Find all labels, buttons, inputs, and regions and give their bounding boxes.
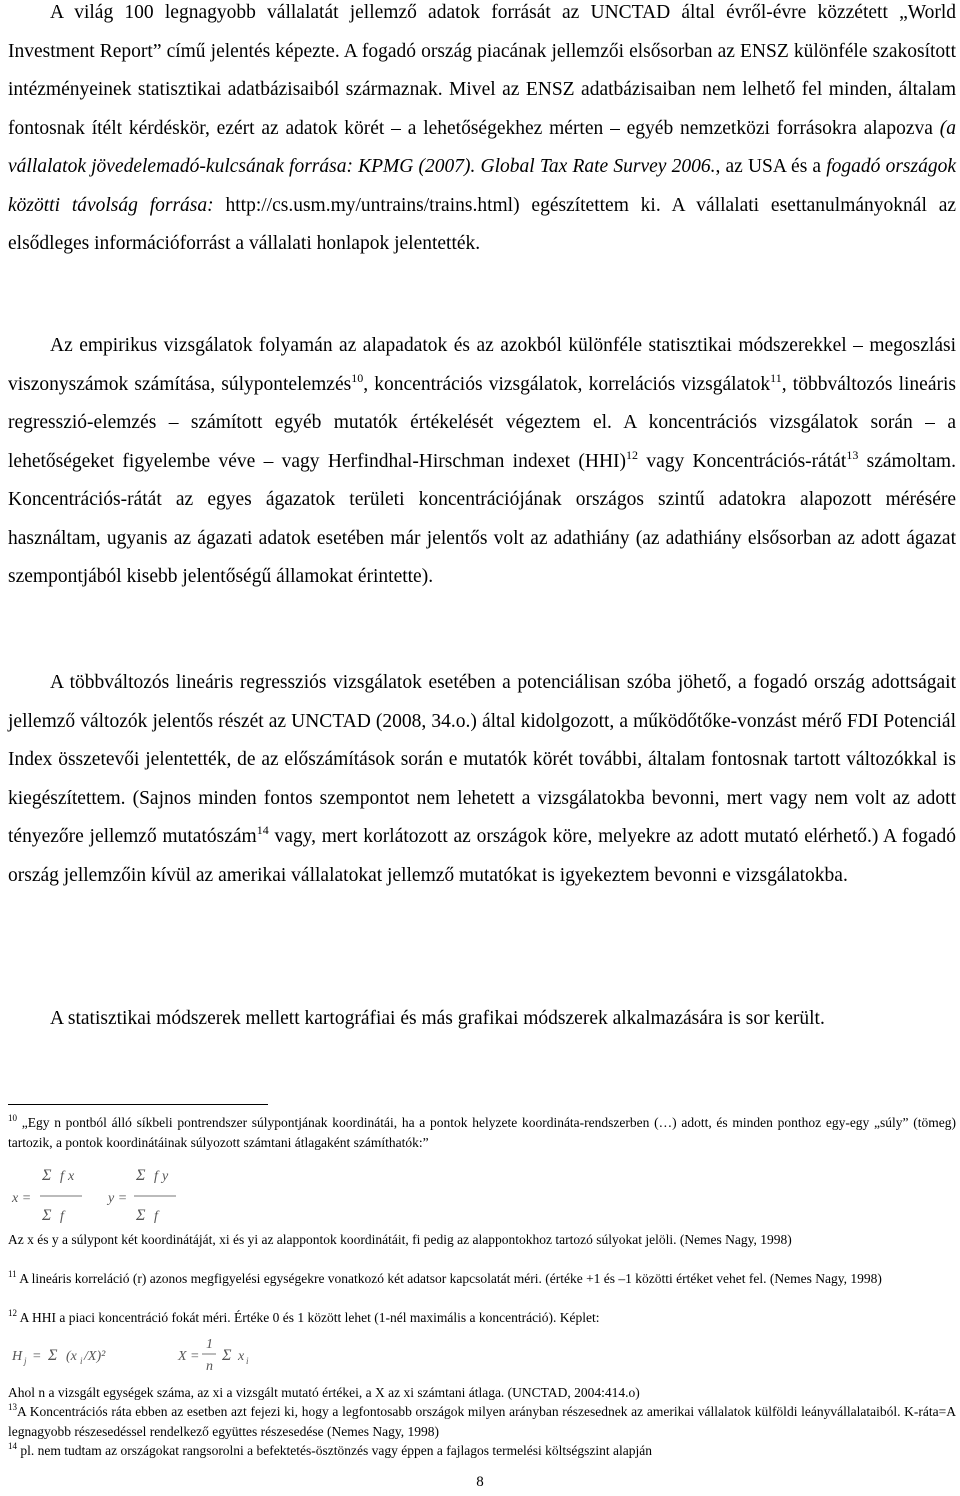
- svg-text:j: j: [24, 1356, 27, 1366]
- footnote-10-text: „Egy n pontból álló síkbeli pontrendszer súlypontjának koordinátái, ha a pontok helyzete koordináta-rendszerben (…) adott, és minden ponthoz egy-egy „súly” (tömeg) tartozik, a pontok koordinátáinak súlyozott számtani átlagaként számíthatók:”: [8, 1115, 956, 1150]
- svg-text:f: f: [154, 1209, 158, 1224]
- footnote-13-text: A Koncentrációs ráta ebben az esetben azt fejezi ki, hogy a legfontosabb országok milyen arányban részesednek az amerikai vállalatok külföldi leányvállalataiból. K-ráta=A legnagyobb részesedéssel rendelkező együttes részesedése (Nemes Nagy, 1998): [8, 1404, 956, 1439]
- footnote-11-number: 11: [8, 1269, 17, 1279]
- svg-text:x: x: [68, 1169, 75, 1184]
- footnote-13-number: 13: [8, 1402, 17, 1412]
- svg-text:(x: (x: [66, 1349, 77, 1364]
- paragraph-1-end: http://cs.usm.my/untrains/trains.html) egészítettem ki. A vállalati esettanulmányoknál az elsődleges információforrást a vállalati honlapok jelentették.: [8, 194, 957, 254]
- svg-text:/X)²: /X)²: [84, 1349, 106, 1364]
- svg-text:Σ: Σ: [48, 1347, 58, 1364]
- footnote-12-number: 12: [8, 1308, 17, 1318]
- hhi-formula-image: [8, 1326, 268, 1389]
- centroid-formula-image: [8, 1160, 208, 1237]
- svg-text:Σ: Σ: [136, 1167, 146, 1184]
- footnote-14-number: 14: [8, 1441, 17, 1451]
- svg-text:n: n: [206, 1359, 213, 1374]
- paragraph-2-c: , többváltozós lineáris regresszió-elemzés – számított egyéb mutatók értékelését végeztem el. A koncentrációs vizsgálatok során – a lehetőségeket figyelembe véve – vagy Herfindhal-Hirschman indexet (HHI): [8, 373, 956, 472]
- svg-text:1: 1: [206, 1337, 213, 1352]
- svg-text:H: H: [12, 1349, 23, 1364]
- footnote-ref-10[interactable]: 10: [351, 370, 364, 385]
- paragraph-1: [8, 0, 956, 264]
- paragraph-4: A statisztikai módszerek mellett kartográfiai és más grafikai módszerek alkalmazására is sor került.: [50, 1008, 825, 1029]
- paragraph-3-b: vagy, mert korlátozott az országok köre, melyekre az adott mutató elérhető.) A fogadó ország jellemzőin kívül az amerikai vállalatokat jellemző mutatókat is igyekeztem bevonni e vizsgálatokba.: [8, 826, 956, 886]
- footnote-ref-13[interactable]: 13: [846, 447, 859, 462]
- distance-source-italic: fogadó országok közötti távolság forrása:: [8, 156, 956, 216]
- footnote-14-text: pl. nem tudtam az országokat rangsorolni a befektetés-ösztönzés vagy éppen a fajlagos termelési költségszint alapján: [17, 1443, 653, 1458]
- footnote-10-number: 10: [8, 1113, 17, 1123]
- footnote-12: [8, 1308, 956, 1328]
- footnote-separator: [8, 1104, 268, 1105]
- svg-text:f: f: [154, 1169, 158, 1184]
- svg-text:f: f: [60, 1209, 64, 1224]
- footnote-ref-14[interactable]: 14: [256, 823, 269, 837]
- footnote-10: [8, 1113, 956, 1152]
- paragraph-2-a: Az empirikus vizsgálatok folyamán az alapadatok és az azokból különféle statisztikai módszerekkel – megoszlási viszonyszámok számítása, súlypontelemzés: [8, 335, 956, 395]
- svg-text:Σ: Σ: [42, 1207, 52, 1224]
- paragraph-2-e: számoltam. Koncentrációs-rátát az egyes ágazatok területi koncentrációjának országos szintű adatokra alapozott mérésére használtam, ugyanis az ágazati adatok esetében már jelentős volt az adathiány (az adathiány elsősorban az adott ágazat szempontjából kisebb jelentőségű államokat érintette).: [8, 450, 956, 587]
- paragraph-3-a: A többváltozós lineáris regressziós vizsgálatok esetében a potenciálisan szóba jöhető, a fogadó ország adottságait jellemző változók jelentős részét az UNCTAD (2008, 34.o.) által kidolgozott, a működőtőke-vonzást mérő FDI Potenciál Index összetevői jelentették, de az előszámítások során e mutatók körét további, általam fontosnak tartott változókkal is kiegészítettem. (Sajnos minden fontos szempontot nem lehetett a vizsgálatokba bevonni, mert vagy nem volt az adott tényezőre jellemző mutatószám: [8, 672, 956, 847]
- paragraph-1-mid: , az USA és a: [715, 156, 822, 177]
- svg-text:Σ: Σ: [222, 1347, 232, 1364]
- svg-text:=: =: [32, 1349, 42, 1364]
- footnote-11-text: A lineáris korreláció (r) azonos megfigyelési egységekre vonatkozó két adatsor kapcsolatát méri. (értéke +1 és –1 közötti értéket vehet fel. (Nemes Nagy, 1998): [16, 1271, 882, 1286]
- paragraph-2: [8, 327, 956, 597]
- paragraph-3: [8, 664, 956, 895]
- footnote-ref-11[interactable]: 11: [770, 370, 782, 385]
- footnote-13: [8, 1402, 956, 1441]
- svg-text:Σ: Σ: [42, 1167, 52, 1184]
- paragraph-2-d: vagy Koncentrációs-rátát: [638, 450, 847, 472]
- page-number: 8: [476, 1474, 484, 1490]
- svg-text:X =: X =: [178, 1349, 200, 1364]
- paragraph-1-text: A világ 100 legnagyobb vállalatát jellemző adatok forrását az UNCTAD által évről-évre közzétett „World Investment Report” című jelentés képezte. A fogadó ország piacának jellemzői elsősorban az ENSZ különféle szakosított intézményeinek statisztikai adatbázisaiból származnak. Mivel az ENSZ adatbázisaiban nem lelhető fel minden, általam fontosnak ítélt kérdéskör, ezért az adatok körét – a lehetőségekhez mérten – egyéb nemzetközi forrásokra alapozva: [8, 2, 956, 139]
- footnote-14: [8, 1441, 956, 1461]
- footnote-12-continuation: Ahol n a vizsgált egységek száma, az xi a vizsgált mutató értékei, a X az xi számtani átlaga. (UNCTAD, 2004:414.o): [8, 1385, 640, 1400]
- footnote-10-continuation: Az x és y a súlypont két koordinátáját, xi és yi az alappontok koordinátáit, fi pedig az alappontokhoz tartozó súlyokat jelöli. (Nemes Nagy, 1998): [8, 1232, 792, 1247]
- svg-text:x =: x =: [12, 1191, 32, 1206]
- svg-text:y: y: [162, 1169, 169, 1184]
- svg-text:i: i: [80, 1356, 83, 1366]
- centroid-formula-graphic: [8, 1160, 208, 1232]
- footnote-ref-12[interactable]: 12: [626, 447, 639, 462]
- footnote-12-text: A HHI a piaci koncentráció fokát méri. Értéke 0 és 1 között lehet (1-nél maximális a koncentráció). Képlet:: [17, 1310, 600, 1325]
- svg-text:x: x: [238, 1349, 245, 1364]
- tax-source-italic: (a vállalatok jövedelemadó-kulcsának forrása: KPMG (2007). Global Tax Rate Survey 2006.: [8, 117, 957, 177]
- footnote-11: [8, 1269, 956, 1289]
- svg-text:i: i: [246, 1356, 249, 1366]
- svg-text:f: f: [60, 1169, 64, 1184]
- svg-text:Σ: Σ: [136, 1207, 146, 1224]
- hhi-formula-graphic: [8, 1326, 268, 1384]
- svg-text:y =: y =: [108, 1191, 128, 1206]
- paragraph-2-b: , koncentrációs vizsgálatok, korrelációs vizsgálatok: [363, 373, 771, 395]
